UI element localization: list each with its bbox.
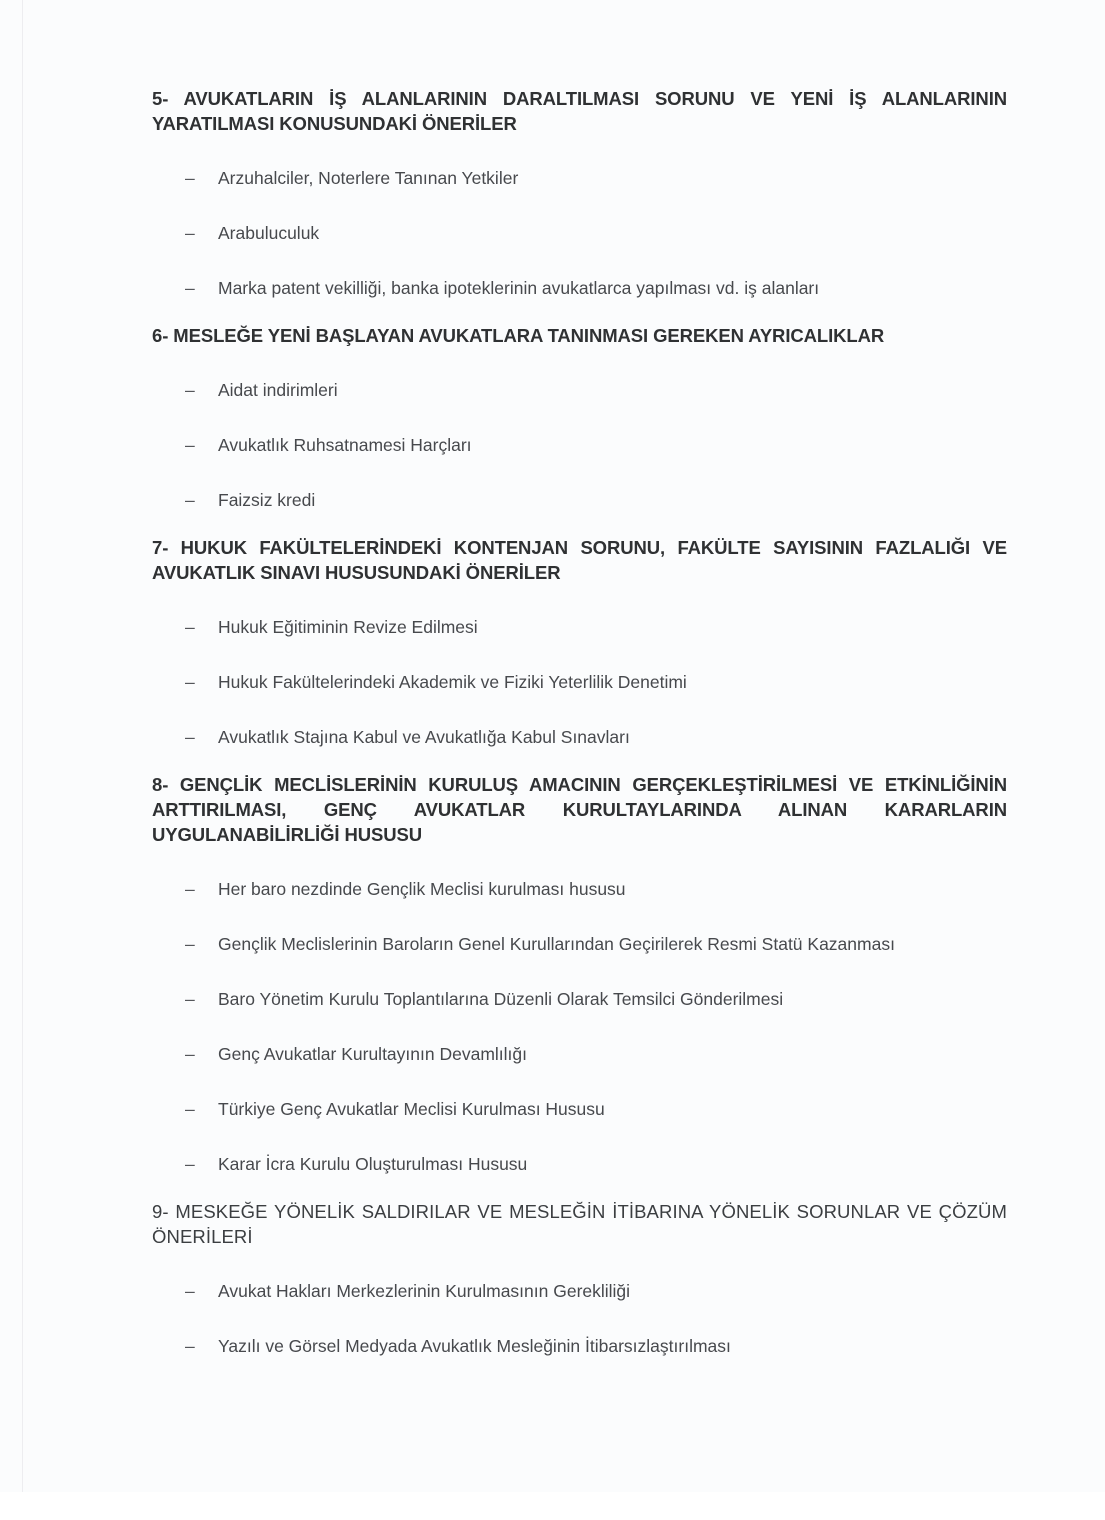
agenda-item bbox=[152, 877, 1007, 902]
dash-bullet-icon: – bbox=[185, 1336, 195, 1356]
agenda-item-text: Hukuk Fakültelerindeki Akademik ve Fiziki Yeterlilik Denetimi bbox=[218, 672, 687, 692]
dash-bullet-icon: – bbox=[185, 490, 195, 510]
agenda-item bbox=[152, 1334, 1007, 1359]
agenda-section-5 bbox=[152, 86, 1007, 301]
dash-bullet-icon: – bbox=[185, 168, 195, 188]
agenda-item-text: Yazılı ve Görsel Medyada Avukatlık Mesleğinin İtibarsızlaştırılması bbox=[218, 1336, 731, 1356]
agenda-item-text: Türkiye Genç Avukatlar Meclisi Kurulması Hususu bbox=[218, 1099, 605, 1119]
agenda-item bbox=[152, 932, 1007, 957]
agenda-item-text: Marka patent vekilliği, banka ipoteklerinin avukatlarca yapılması vd. iş alanları bbox=[218, 278, 820, 298]
agenda-item-text: Karar İcra Kurulu Oluşturulması Hususu bbox=[218, 1154, 528, 1174]
agenda-item-text: Hukuk Eğitiminin Revize Edilmesi bbox=[218, 617, 478, 637]
dash-bullet-icon: – bbox=[185, 617, 195, 637]
agenda-item-text: Her baro nezdinde Gençlik Meclisi kurulması hususu bbox=[218, 879, 626, 899]
dash-bullet-icon: – bbox=[185, 223, 195, 243]
agenda-item bbox=[152, 670, 1007, 695]
agenda-item-list bbox=[152, 877, 1007, 1177]
scan-bottom-strip bbox=[0, 1492, 1105, 1520]
agenda-item bbox=[152, 433, 1007, 458]
agenda-item-list bbox=[152, 378, 1007, 513]
dash-bullet-icon: – bbox=[185, 879, 195, 899]
agenda-item bbox=[152, 276, 1007, 301]
agenda-item bbox=[152, 166, 1007, 191]
dash-bullet-icon: – bbox=[185, 1281, 195, 1301]
dash-bullet-icon: – bbox=[185, 278, 195, 298]
dash-bullet-icon: – bbox=[185, 380, 195, 400]
agenda-item bbox=[152, 1042, 1007, 1067]
dash-bullet-icon: – bbox=[185, 1099, 195, 1119]
agenda-item bbox=[152, 1279, 1007, 1304]
agenda-item-text: Avukatlık Stajına Kabul ve Avukatlığa Kabul Sınavları bbox=[218, 727, 630, 747]
agenda-item bbox=[152, 987, 1007, 1012]
agenda-item-text: Avukatlık Ruhsatnamesi Harçları bbox=[218, 435, 472, 455]
agenda-item-list bbox=[152, 166, 1007, 301]
document-content bbox=[152, 0, 1007, 1359]
section-heading: 7- HUKUK FAKÜLTELERİNDEKİ KONTENJAN SORUNU, FAKÜLTE SAYISININ FAZLALIĞI VE AVUKATLIK SINAVI HUSUSUNDAKİ ÖNERİLER bbox=[152, 537, 1007, 583]
agenda-item-text: Faizsiz kredi bbox=[218, 490, 316, 510]
agenda-item-text: Avukat Hakları Merkezlerinin Kurulmasının Gerekliliği bbox=[218, 1281, 631, 1301]
dash-bullet-icon: – bbox=[185, 727, 195, 747]
agenda-section-6 bbox=[152, 323, 1007, 513]
agenda-item-list bbox=[152, 1279, 1007, 1359]
agenda-item bbox=[152, 488, 1007, 513]
agenda-section-7 bbox=[152, 535, 1007, 750]
agenda-item-text: Arabuluculuk bbox=[218, 223, 320, 243]
section-heading: 5- AVUKATLARIN İŞ ALANLARININ DARALTILMASI SORUNU VE YENİ İŞ ALANLARININ YARATILMASI KONUSUNDAKİ ÖNERİLER bbox=[152, 88, 1007, 134]
agenda-item-list bbox=[152, 615, 1007, 750]
dash-bullet-icon: – bbox=[185, 1044, 195, 1064]
dash-bullet-icon: – bbox=[185, 934, 195, 954]
agenda-section-8 bbox=[152, 772, 1007, 1177]
agenda-item bbox=[152, 378, 1007, 403]
dash-bullet-icon: – bbox=[185, 435, 195, 455]
section-heading: 9- MESKEĞE YÖNELİK SALDIRILAR VE MESLEĞİN İTİBARINA YÖNELİK SORUNLAR VE ÇÖZÜM ÖNERİLERİ bbox=[152, 1201, 1007, 1247]
agenda-item bbox=[152, 725, 1007, 750]
agenda-item-text: Arzuhalciler, Noterlere Tanınan Yetkiler bbox=[218, 168, 519, 188]
agenda-item-text: Aidat indirimleri bbox=[218, 380, 338, 400]
agenda-item-text: Baro Yönetim Kurulu Toplantılarına Düzenli Olarak Temsilci Gönderilmesi bbox=[218, 989, 784, 1009]
dash-bullet-icon: – bbox=[185, 1154, 195, 1174]
agenda-item bbox=[152, 1097, 1007, 1122]
agenda-item bbox=[152, 1152, 1007, 1177]
agenda-item bbox=[152, 221, 1007, 246]
dash-bullet-icon: – bbox=[185, 989, 195, 1009]
agenda-section-9 bbox=[152, 1199, 1007, 1359]
section-heading: 6- MESLEĞE YENİ BAŞLAYAN AVUKATLARA TANINMASI GEREKEN AYRICALIKLAR bbox=[152, 325, 885, 346]
dash-bullet-icon: – bbox=[185, 672, 195, 692]
section-heading: 8- GENÇLİK MECLİSLERİNİN KURULUŞ AMACININ GERÇEKLEŞTİRİLMESİ VE ETKİNLİĞİNİN ARTTIRILMASI, GENÇ AVUKATLAR KURULTAYLARINDA ALINAN KARARLARIN UYGULANABİLİRLİĞİ HUSUSU bbox=[152, 774, 1007, 845]
agenda-item-text: Genç Avukatlar Kurultayının Devamlılığı bbox=[218, 1044, 527, 1064]
scan-left-edge-line bbox=[22, 0, 23, 1492]
agenda-item bbox=[152, 615, 1007, 640]
agenda-item-text: Gençlik Meclislerinin Baroların Genel Kurullarından Geçirilerek Resmi Statü Kazanması bbox=[218, 934, 895, 954]
